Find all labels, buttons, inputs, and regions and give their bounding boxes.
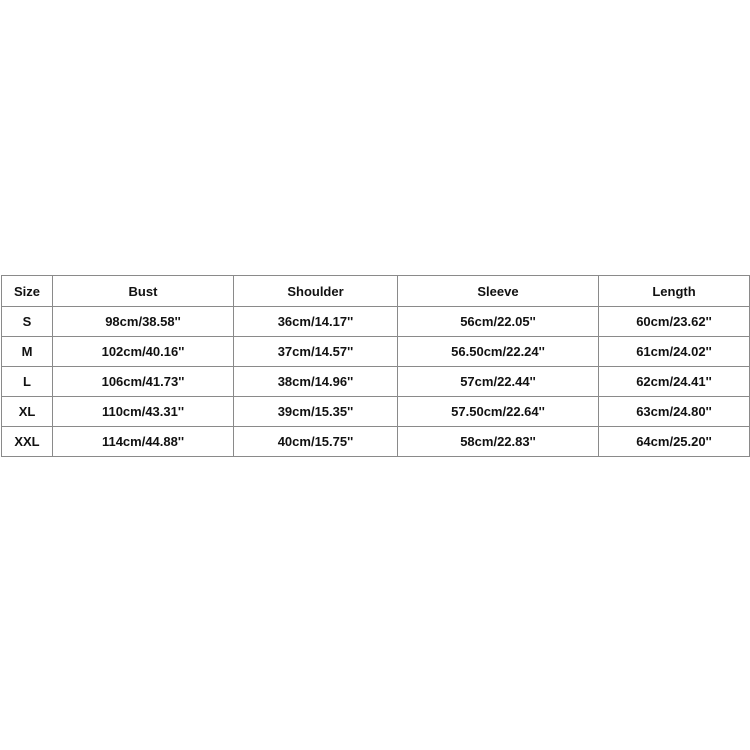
header-size: Size (2, 276, 53, 307)
cell-sleeve: 56cm/22.05'' (398, 307, 599, 337)
cell-size: S (2, 307, 53, 337)
cell-bust: 106cm/41.73'' (53, 367, 234, 397)
cell-size: L (2, 367, 53, 397)
cell-sleeve: 57.50cm/22.64'' (398, 397, 599, 427)
table-row (2, 367, 750, 397)
cell-sleeve: 57cm/22.44'' (398, 367, 599, 397)
header-length: Length (599, 276, 750, 307)
cell-sleeve: 56.50cm/22.24'' (398, 337, 599, 367)
size-chart-table (1, 275, 750, 457)
cell-length: 60cm/23.62'' (599, 307, 750, 337)
table-header-row (2, 276, 750, 307)
cell-shoulder: 38cm/14.96'' (234, 367, 398, 397)
cell-shoulder: 37cm/14.57'' (234, 337, 398, 367)
table-row (2, 307, 750, 337)
header-sleeve: Sleeve (398, 276, 599, 307)
header-shoulder: Shoulder (234, 276, 398, 307)
cell-length: 61cm/24.02'' (599, 337, 750, 367)
cell-length: 64cm/25.20'' (599, 427, 750, 457)
cell-shoulder: 39cm/15.35'' (234, 397, 398, 427)
table-row (2, 337, 750, 367)
cell-sleeve: 58cm/22.83'' (398, 427, 599, 457)
cell-length: 63cm/24.80'' (599, 397, 750, 427)
cell-bust: 102cm/40.16'' (53, 337, 234, 367)
cell-bust: 110cm/43.31'' (53, 397, 234, 427)
cell-size: XXL (2, 427, 53, 457)
cell-shoulder: 36cm/14.17'' (234, 307, 398, 337)
cell-length: 62cm/24.41'' (599, 367, 750, 397)
cell-shoulder: 40cm/15.75'' (234, 427, 398, 457)
cell-bust: 98cm/38.58'' (53, 307, 234, 337)
header-bust: Bust (53, 276, 234, 307)
cell-size: XL (2, 397, 53, 427)
cell-bust: 114cm/44.88'' (53, 427, 234, 457)
table-row (2, 427, 750, 457)
cell-size: M (2, 337, 53, 367)
table-row (2, 397, 750, 427)
